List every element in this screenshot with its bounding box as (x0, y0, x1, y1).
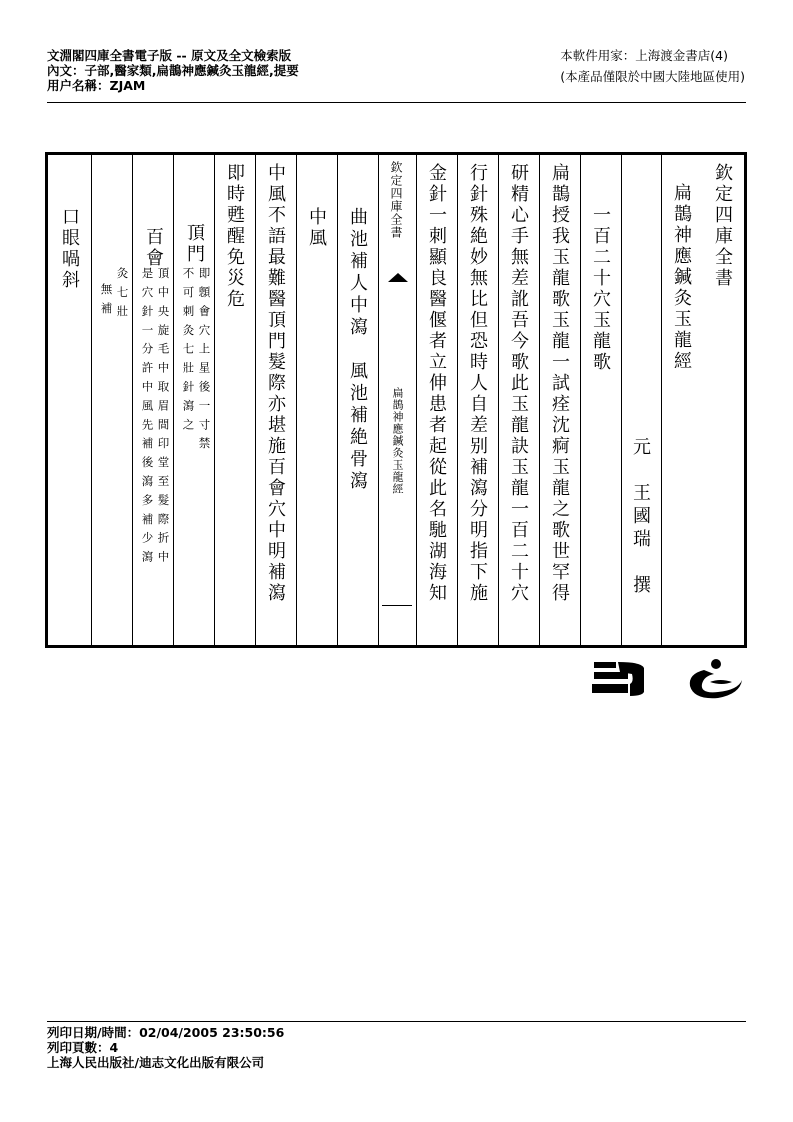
header-licensee: 本軟件用家：上海渡金書店(4) (560, 48, 728, 63)
heading-facial-deviation: 口眼喎斜 (59, 207, 80, 291)
column-17 (48, 155, 92, 645)
verse-line-1: 扁鵲授我玉龍歌玉龍一試痊沈痾玉龍之歌世罕得 (549, 163, 570, 604)
column-6 (499, 155, 540, 645)
verse-line-4: 金針一刺顯良醫偃者立伸患者起從此名馳湖海知 (426, 163, 447, 604)
header-right (560, 48, 745, 84)
center-fold-title: 欽定四庫全書 (389, 161, 403, 239)
work-title: 扁鵲神應鍼灸玉龍經 (671, 183, 692, 372)
note-baihui-right: 頂中央旋毛中取眉間印堂至髮際折中 (156, 267, 171, 570)
book-title-header: 欽定四庫全書 (712, 163, 733, 289)
header-username: 用户名稱：ZJAM (47, 78, 146, 93)
section-title: 一百二十穴玉龍歌 (590, 205, 611, 373)
verse-line-6: 即時甦醒免災危 (224, 163, 245, 310)
verse-line-5: 中風不語最難醫頂門髮際亦堪施百會穴中明補瀉 (265, 163, 286, 604)
acupoint-line: 曲池補人中瀉 風池補絶骨瀉 (347, 207, 368, 493)
note-moxa-count: 灸七壯 (115, 267, 130, 324)
header-region-note: (本產品僅限於中國大陸地區使用) (560, 69, 745, 84)
verse-line-3: 行針殊絶妙無比但恐時人自差别補瀉分明指下施 (467, 163, 488, 604)
column-5 (540, 155, 581, 645)
acupoint-name-baihui: 百會 (143, 227, 164, 269)
note-dingmen-right: 即顖會穴上星後一寸禁 (197, 267, 212, 456)
center-fold-column (379, 155, 417, 645)
column-4 (581, 155, 622, 645)
note-dingmen-left: 不可刺灸七壯針瀉之 (181, 267, 196, 438)
fold-divider (382, 605, 412, 606)
heading-stroke: 中風 (306, 207, 327, 249)
column-15 (133, 155, 174, 645)
column-1 (703, 155, 744, 645)
header-left (47, 48, 299, 93)
acupoint-name-dingmen: 頂門 (184, 223, 205, 265)
note-baihui-left: 是穴針一分許中風先補後瀉多補少瀉 (140, 267, 155, 570)
column-11 (297, 155, 338, 645)
verse-line-2: 研精心手無差訛吾今歌此玉龍訣玉龍一百二十穴 (508, 163, 529, 604)
column-3 (622, 155, 662, 645)
column-10 (338, 155, 379, 645)
header-divider (47, 102, 746, 103)
column-2 (662, 155, 703, 645)
column-7 (458, 155, 499, 645)
print-page-count: 列印頁數：4 (47, 1040, 119, 1055)
column-8 (417, 155, 458, 645)
author-line: 元 王國瑞 撰 (630, 437, 651, 598)
column-13 (215, 155, 256, 645)
publisher-line: 上海人民出版社/迪志文化出版有限公司 (47, 1055, 265, 1070)
header-title: 文淵閣四庫全書電子版 -- 原文及全文檢索版 (47, 48, 292, 63)
fish-tail-mark (388, 273, 408, 282)
center-fold-work-title: 扁鵲神應鍼灸玉龍經 (391, 387, 404, 495)
publisher-logo-icon (592, 656, 742, 704)
column-14 (174, 155, 215, 645)
note-no-tonify: 無補 (99, 283, 114, 321)
footer-divider (47, 1021, 746, 1022)
footer (47, 1025, 284, 1070)
header-content-path: 內文：子部,醫家類,扁鵲神應鍼灸玉龍經,提要 (47, 63, 299, 78)
print-timestamp: 列印日期/時間：02/04/2005 23:50:56 (47, 1025, 285, 1040)
scan-page-frame (45, 152, 747, 648)
column-16 (92, 155, 133, 645)
column-12 (256, 155, 297, 645)
